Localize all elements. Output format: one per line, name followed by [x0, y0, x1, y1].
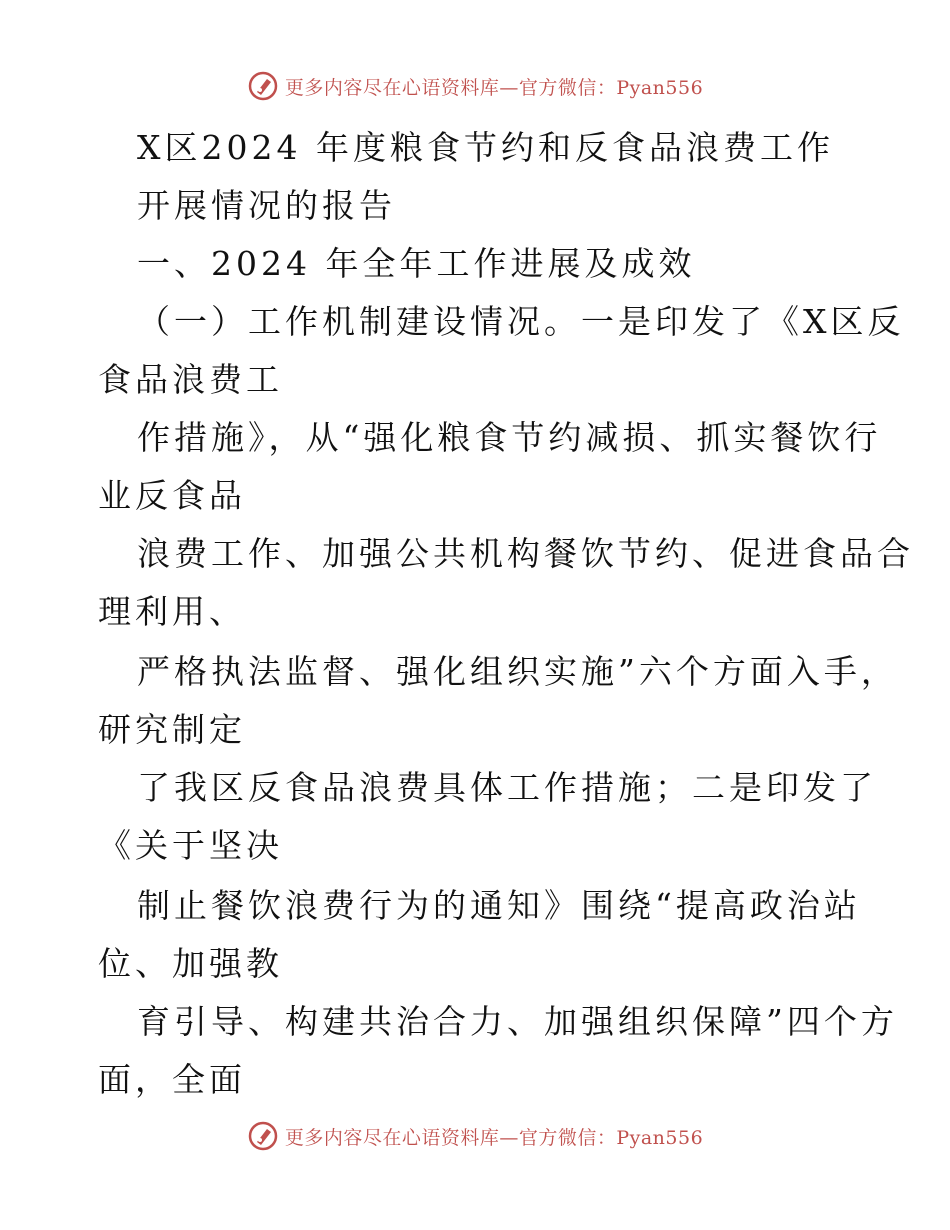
paragraph-line: 育引导、构建共治合力、加强组织保障”四个方: [137, 1002, 898, 1041]
pen-nib-logo-icon: [247, 1120, 279, 1152]
paragraph-line: 理利用、: [98, 592, 246, 631]
watermark-text: 更多内容尽在心语资料库—官方微信：Pyan556: [284, 76, 704, 99]
paragraph-line: 浪费工作、加强公共机构餐饮节约、促进食品合: [137, 534, 914, 573]
section-heading: 一、2024 年全年工作进展及成效: [137, 244, 696, 283]
paragraph-line: 位、加强教: [98, 944, 283, 983]
paragraph-line: 作措施》，从“强化粮食节约减损、抓实餐饮行: [137, 418, 882, 457]
paragraph-line: 了我区反食品浪费具体工作措施；二是印发了: [137, 768, 877, 807]
footer-watermark: [0, 1120, 950, 1152]
paragraph-line: （一）工作机制建设情况。一是印发了《X区反: [137, 302, 905, 341]
header-watermark: [0, 70, 950, 102]
paragraph-line: 业反食品: [98, 476, 246, 515]
pen-nib-logo-icon: [247, 70, 279, 102]
paragraph-line: 《关于坚决: [98, 826, 283, 865]
paragraph-line: 食品浪费工: [98, 360, 283, 399]
paragraph-line: 研究制定: [98, 710, 246, 749]
paragraph-line: 严格执法监督、强化组织实施”六个方面入手，: [137, 652, 898, 691]
document-title-line-2: 开展情况的报告: [137, 186, 396, 225]
document-title-line-1: X区2024 年度粮食节约和反食品浪费工作: [137, 128, 834, 167]
paragraph-line: 面，全面: [98, 1060, 246, 1099]
paragraph-line: 制止餐饮浪费行为的通知》围绕“提高政治站: [137, 886, 861, 925]
watermark-text: 更多内容尽在心语资料库—官方微信：Pyan556: [284, 1126, 704, 1149]
